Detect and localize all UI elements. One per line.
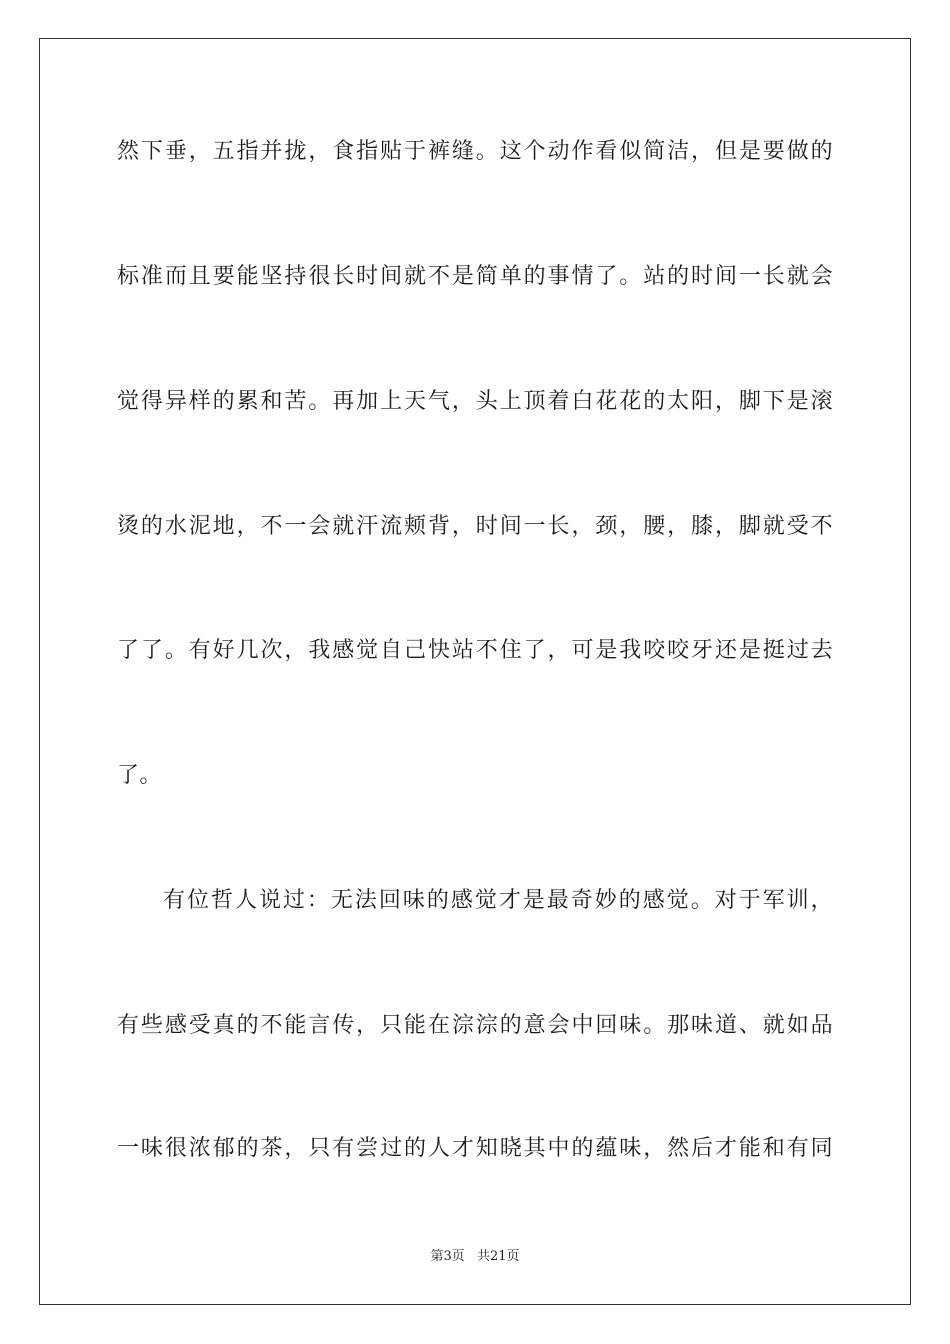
- text-line-4: 烫的水泥地，不一会就汗流颊背，时间一长，颈，腰，膝，脚就受不: [117, 514, 833, 539]
- page-border: [39, 38, 911, 1305]
- text-line-8: 有些感受真的不能言传，只能在淙淙的意会中回味。那味道、就如品: [117, 1013, 833, 1038]
- page-footer: [0, 1248, 950, 1266]
- page-number: 第3页: [430, 1249, 465, 1264]
- text-line-6: 了。: [117, 763, 162, 788]
- text-line-2: 标准而且要能坚持很长时间就不是简单的事情了。站的时间一长就会: [117, 264, 833, 289]
- text-line-7: 有位哲人说过：无法回味的感觉才是最奇妙的感觉。对于军训，: [163, 888, 833, 913]
- text-line-5: 了了。有好几次，我感觉自己快站不住了，可是我咬咬牙还是挺过去: [117, 638, 833, 663]
- text-line-1: 然下垂，五指并拢，食指贴于裤缝。这个动作看似简洁，但是要做的: [117, 139, 833, 164]
- text-line-3: 觉得异样的累和苦。再加上天气，头上顶着白花花的太阳，脚下是滚: [117, 389, 833, 414]
- page-total: 共21页: [476, 1249, 520, 1264]
- text-line-9: 一味很浓郁的茶，只有尝过的人才知晓其中的蕴味，然后才能和有同: [117, 1136, 833, 1161]
